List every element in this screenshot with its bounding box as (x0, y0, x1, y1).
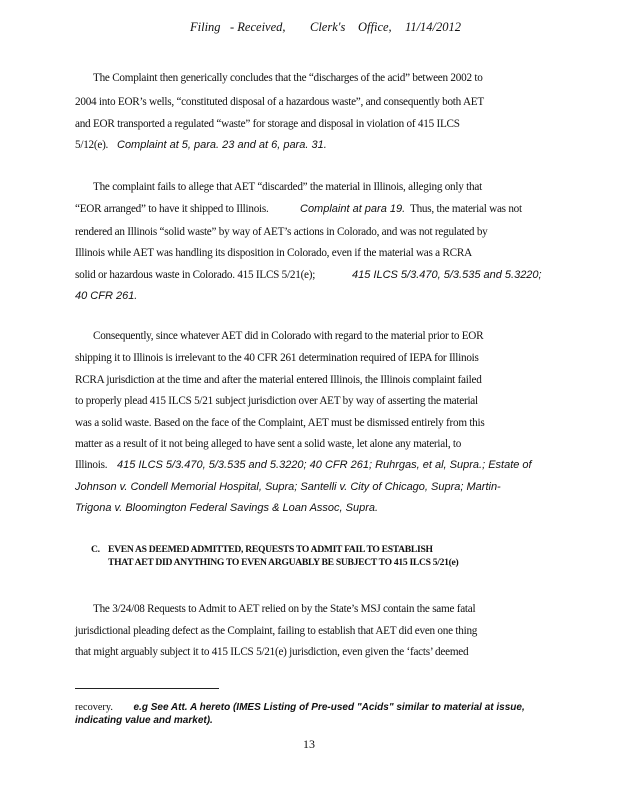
footnote-citation-1: e.g See Att. A hereto (IMES Listing of Pre-used "Acids" similar to material at issue, (133, 702, 525, 713)
footnote-lead: recovery. (75, 702, 113, 713)
header-received: - Received, (230, 20, 286, 34)
paragraph-2-line-2b: Thus, the material was not (410, 203, 522, 215)
header-office: Office, (358, 20, 392, 34)
paragraph-3-line-6: matter as a result of it not being alleged to have sent a solid waste, let alone any material, to (75, 438, 462, 450)
paragraph-3-line-5: was a solid waste. Based on the face of the Complaint, AET must be dismissed entirely from this (75, 417, 485, 429)
paragraph-2-line-2: “EOR arranged” to have it shipped to Illinois. (75, 203, 269, 215)
paragraph-2-citation-3: 40 CFR 261. (75, 290, 138, 302)
paragraph-1-line-4: 5/12(e). (75, 139, 109, 151)
paragraph-4-line-1: The 3/24/08 Requests to Admit to AET relied on by the State’s MSJ contain the same fatal (93, 603, 476, 615)
footnote-divider (75, 688, 219, 689)
paragraph-1-line-2: 2004 into EOR’s wells, “constituted disposal of a hazardous waste”, and consequently both AET (75, 96, 484, 108)
paragraph-3-citation-1: 415 ILCS 5/3.470, 5/3.535 and 5.3220; 40 CFR 261; Ruhrgas, et al, Supra.; Estate of (117, 459, 532, 471)
paragraph-3-line-7: Illinois. (75, 459, 108, 471)
header-date: 11/14/2012 (405, 20, 462, 34)
paragraph-1-line-3: and EOR transported a regulated “waste” for storage and disposal in violation of 415 ILCS (75, 118, 460, 130)
footnote-citation-2: indicating value and market). (75, 715, 213, 726)
paragraph-1-line-1: The Complaint then generically concludes that the “discharges of the acid” between 2002 to (93, 72, 483, 84)
section-c-marker: C. (91, 544, 100, 555)
header-clerks: Clerk's (310, 20, 346, 34)
footnote-line-1 (75, 701, 525, 714)
paragraph-3-citation-3: Trigona v. Bloomington Federal Savings & Loan Assoc, Supra. (75, 502, 379, 514)
page-number: 13 (303, 737, 315, 751)
header-filing: Filing (190, 20, 221, 34)
paragraph-2-citation-2: 415 ILCS 5/3.470, 5/3.535 and 5.3220; (352, 269, 542, 281)
paragraph-4-line-3: that might arguably subject it to 415 ILCS 5/21(e) jurisdiction, even given the ‘facts’ deemed (75, 646, 469, 658)
paragraph-2-line-4: Illinois while AET was handling its disposition in Colorado, even if the material was a RCRA (75, 247, 472, 259)
paragraph-1-citation: Complaint at 5, para. 23 and at 6, para. 31. (117, 139, 327, 151)
paragraph-2-citation-1: Complaint at para 19. (300, 203, 406, 215)
paragraph-2-line-5: solid or hazardous waste in Colorado. 415 ILCS 5/21(e); (75, 269, 316, 281)
footnote-line-2 (75, 714, 213, 727)
paragraph-3-citation-2: Johnson v. Condell Memorial Hospital, Supra; Santelli v. City of Chicago, Supra; Martin- (75, 481, 501, 493)
paragraph-2-line-3: rendered an Illinois “solid waste” by way of AET’s actions in Colorado, and was not regulated by (75, 226, 488, 238)
paragraph-3-line-1: Consequently, since whatever AET did in Colorado with regard to the material prior to EOR (93, 330, 484, 342)
paragraph-2-line-1: The complaint fails to allege that AET “discarded” the material in Illinois, alleging only that (93, 181, 482, 193)
paragraph-3-line-2: shipping it to Illinois is irrelevant to the 40 CFR 261 determination required of IEPA for Illinois (75, 352, 479, 364)
paragraph-3-line-3: RCRA jurisdiction at the time and after the material entered Illinois, the Illinois complaint failed (75, 374, 482, 386)
section-c-heading-line-2: THAT AET DID ANYTHING TO EVEN ARGUABLY BE SUBJECT TO 415 ILCS 5/21(e) (108, 557, 459, 568)
paragraph-4-line-2: jurisdictional pleading defect as the Complaint, failing to establish that AET did even one thing (75, 625, 478, 637)
paragraph-3-line-4: to properly plead 415 ILCS 5/21 subject jurisdiction over AET by way of asserting the material (75, 395, 478, 407)
section-c-heading-line-1: EVEN AS DEEMED ADMITTED, REQUESTS TO ADMIT FAIL TO ESTABLISH (108, 544, 433, 555)
filing-header (0, 20, 618, 36)
